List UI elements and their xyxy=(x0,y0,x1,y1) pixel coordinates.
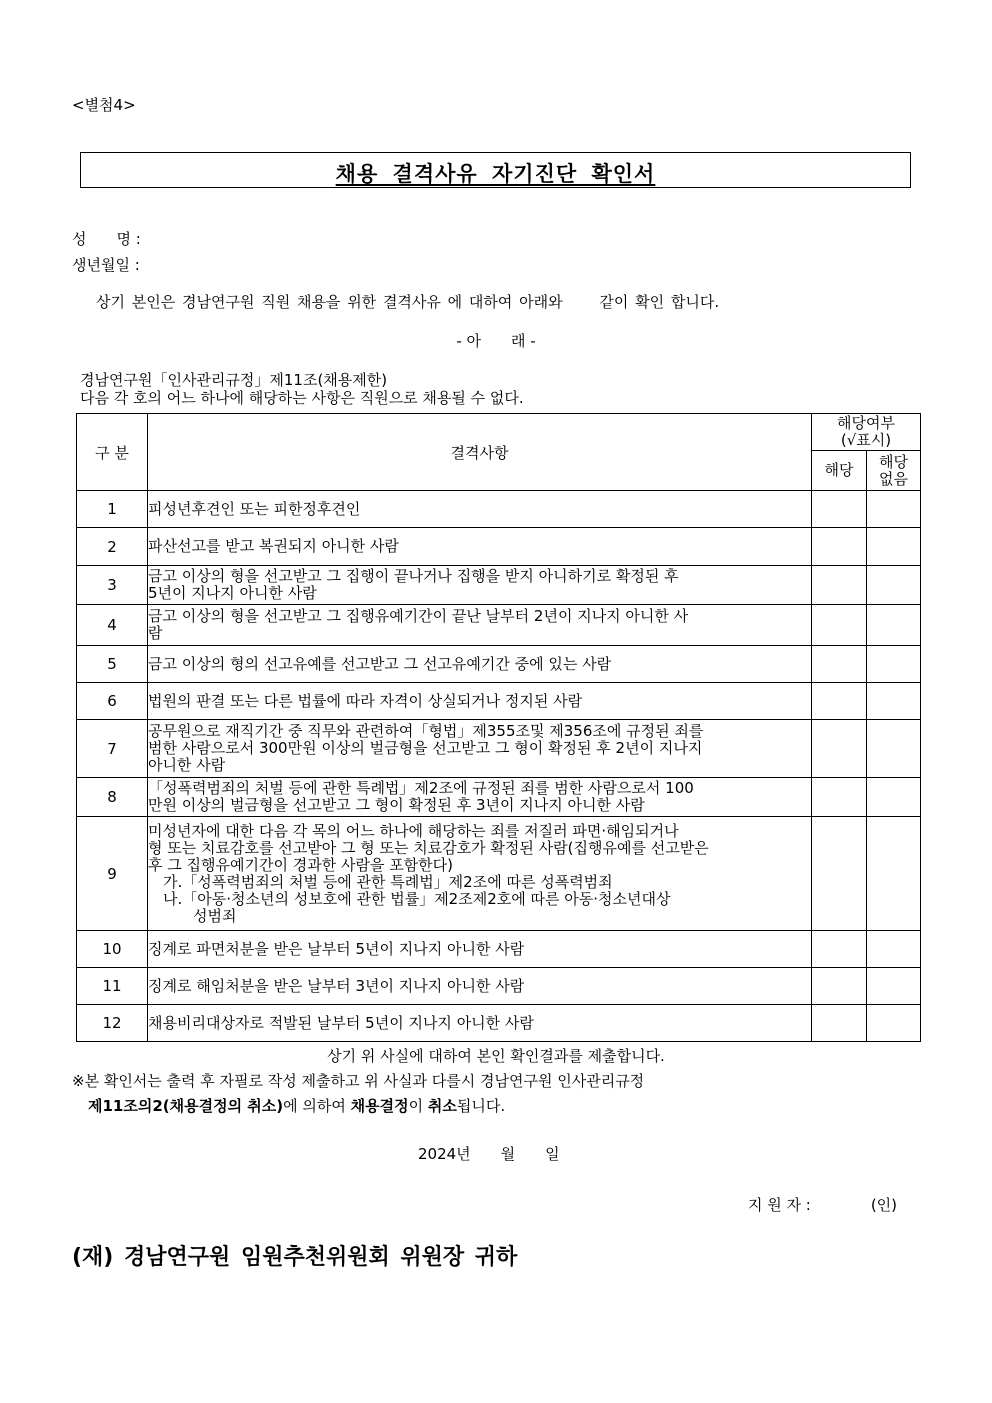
table-row xyxy=(77,817,921,931)
header-yes: 해당 xyxy=(812,451,867,491)
row-number: 3 xyxy=(77,566,148,605)
reason-line: 5년이 지나지 아니한 사람 xyxy=(148,584,317,602)
checkbox-not-applicable[interactable] xyxy=(867,778,921,817)
reason-line: 람 xyxy=(148,624,163,642)
date-line: 2024년 월 일 xyxy=(418,1145,560,1163)
document-title: 채용 결격사유 자기진단 확인서 xyxy=(335,162,656,186)
checkbox-applicable[interactable] xyxy=(812,778,867,817)
row-reason xyxy=(148,605,812,646)
table-row xyxy=(77,646,921,683)
table-row xyxy=(77,605,921,646)
row-number: 10 xyxy=(77,931,148,968)
regulation-description: 다음 각 호의 어느 하나에 해당하는 사항은 직원으로 채용될 수 없다. xyxy=(80,389,524,407)
header-not-applicable xyxy=(867,451,921,491)
table-row xyxy=(77,566,921,605)
checkbox-not-applicable[interactable] xyxy=(867,968,921,1005)
header-category: 구 분 xyxy=(77,414,148,491)
row-reason xyxy=(148,1005,812,1042)
checkbox-not-applicable[interactable] xyxy=(867,566,921,605)
reason-line: 후 그 집행유예기간이 경과한 사람을 포함한다) xyxy=(148,855,454,874)
table-row xyxy=(77,1005,921,1042)
checkbox-applicable[interactable] xyxy=(812,566,867,605)
header-not-applicable-line1: 해당 xyxy=(879,452,908,471)
row-number: 2 xyxy=(77,528,148,566)
checkbox-applicable[interactable] xyxy=(812,683,867,720)
row-number: 5 xyxy=(77,646,148,683)
table-row xyxy=(77,968,921,1005)
reason-line: 가.「성폭력범죄의 처벌 등에 관한 특례법」제2조에 따른 성폭력범죄 xyxy=(148,872,613,891)
name-field-label: 성 명 : xyxy=(72,230,141,248)
checkbox-applicable[interactable] xyxy=(812,968,867,1005)
reason-line: 법원의 판결 또는 다른 법률에 따라 자격이 상실되거나 정지된 사람 xyxy=(148,691,583,710)
note-bold-clause: 제11조의2(채용결정의 취소) xyxy=(88,1097,284,1115)
intro-text: 상기 본인은 경남연구원 직원 채용을 위한 결격사유 에 대하여 아래와 같이 확인 합니다. xyxy=(96,293,720,311)
reason-line: 채용비리대상자로 적발된 날부터 5년이 지나지 아니한 사람 xyxy=(148,1013,534,1032)
attachment-label: <별첨4> xyxy=(72,96,136,114)
note-text-2: 이 xyxy=(408,1097,428,1115)
reason-line: 범한 사람으로서 300만원 이상의 벌금형을 선고받고 그 형이 확정된 후 2년이 지나지 xyxy=(148,739,703,757)
row-number: 11 xyxy=(77,968,148,1005)
reason-line: 아니한 사람 xyxy=(148,756,226,774)
confirm-statement: 상기 위 사실에 대하여 본인 확인결과를 제출합니다. xyxy=(327,1047,665,1065)
checkbox-applicable[interactable] xyxy=(812,931,867,968)
title-box xyxy=(80,152,911,188)
row-reason xyxy=(148,528,812,566)
header-not-applicable-line2: 없음 xyxy=(879,469,908,488)
checkbox-not-applicable[interactable] xyxy=(867,646,921,683)
checkbox-not-applicable[interactable] xyxy=(867,528,921,566)
checkbox-not-applicable[interactable] xyxy=(867,720,921,778)
note-text-1: 에 의하여 xyxy=(283,1097,351,1115)
row-number: 8 xyxy=(77,778,148,817)
reason-line: 징계로 파면처분을 받은 날부터 5년이 지나지 아니한 사람 xyxy=(148,939,525,958)
row-number: 9 xyxy=(77,817,148,931)
header-reason: 결격사항 xyxy=(148,414,812,491)
reason-line: 금고 이상의 형을 선고받고 그 집행이 끝나거나 집행을 받지 아니하기로 확정된 후 xyxy=(148,567,679,585)
table-row xyxy=(77,491,921,528)
applicant-signature: 지 원 자 : (인) xyxy=(748,1196,898,1214)
checkbox-applicable[interactable] xyxy=(812,491,867,528)
reason-line: 성범죄 xyxy=(148,906,237,925)
checkbox-applicable[interactable] xyxy=(812,817,867,931)
checkbox-applicable[interactable] xyxy=(812,528,867,566)
row-reason xyxy=(148,491,812,528)
reason-line: 피성년후견인 또는 피한정후견인 xyxy=(148,499,361,518)
reason-line: 미성년자에 대한 다음 각 목의 어느 하나에 해당하는 죄를 저질러 파면·해임되거나 xyxy=(148,821,679,840)
addressee: (재) 경남연구원 임원추천위원회 위원장 귀하 xyxy=(72,1245,518,1270)
reason-line: 공무원으로 재직기간 중 직무와 관련하여「형법」제355조및 제356조에 규정된 죄를 xyxy=(148,722,704,740)
row-number: 7 xyxy=(77,720,148,778)
checkbox-not-applicable[interactable] xyxy=(867,1005,921,1042)
regulation-title: 경남연구원「인사관리규정」제11조(채용제한) xyxy=(80,371,388,389)
note-line-1: ※본 확인서는 출력 후 자필로 작성 제출하고 위 사실과 다를시 경남연구원 인사관리규정 xyxy=(72,1072,645,1090)
note-text-3: 됩니다. xyxy=(456,1097,506,1115)
reason-line: 금고 이상의 형을 선고받고 그 집행유예기간이 끝난 날부터 2년이 지나지 아니한 사 xyxy=(148,607,689,625)
checkbox-applicable[interactable] xyxy=(812,646,867,683)
row-number: 6 xyxy=(77,683,148,720)
reason-line: 형 또는 치료감호를 선고받아 그 형 또는 치료감호가 확정된 사람(집행유예를 선고받은 xyxy=(148,838,709,857)
table-row xyxy=(77,720,921,778)
row-number: 4 xyxy=(77,605,148,646)
birthdate-field-label: 생년월일 : xyxy=(72,256,140,274)
row-reason xyxy=(148,683,812,720)
checkbox-applicable[interactable] xyxy=(812,1005,867,1042)
note-bold-decision: 채용결정 xyxy=(350,1097,409,1115)
reason-line: 만원 이상의 벌금형을 선고받고 그 형이 확정된 후 3년이 지나지 아니한 사람 xyxy=(148,796,645,814)
disqualification-table xyxy=(76,413,921,1042)
header-applicable-line1: 해당여부 xyxy=(837,414,895,432)
checkbox-not-applicable[interactable] xyxy=(867,931,921,968)
row-number: 1 xyxy=(77,491,148,528)
header-applicable-line2: (√표시) xyxy=(840,431,892,449)
reason-line: 파산선고를 받고 복권되지 아니한 사람 xyxy=(148,537,399,555)
note-bold-cancel: 취소 xyxy=(427,1097,457,1115)
row-reason xyxy=(148,817,812,931)
checkbox-not-applicable[interactable] xyxy=(867,491,921,528)
reason-line: 금고 이상의 형의 선고유예를 선고받고 그 선고유예기간 중에 있는 사람 xyxy=(148,654,612,673)
row-reason xyxy=(148,778,812,817)
header-applicable xyxy=(812,414,921,451)
row-reason xyxy=(148,646,812,683)
below-marker: - 아 래 - xyxy=(456,332,536,350)
note-line-2 xyxy=(88,1095,505,1116)
reason-line: 나.「아동·청소년의 성보호에 관한 법률」제2조제2호에 따른 아동·청소년대상 xyxy=(148,889,671,908)
table-row xyxy=(77,931,921,968)
table-row xyxy=(77,528,921,566)
row-reason xyxy=(148,968,812,1005)
table-row xyxy=(77,778,921,817)
checkbox-applicable[interactable] xyxy=(812,605,867,646)
row-reason xyxy=(148,566,812,605)
checkbox-applicable[interactable] xyxy=(812,720,867,778)
reason-line: 징계로 해임처분을 받은 날부터 3년이 지나지 아니한 사람 xyxy=(148,976,525,995)
row-reason xyxy=(148,720,812,778)
table-row xyxy=(77,683,921,720)
row-reason xyxy=(148,931,812,968)
row-number: 12 xyxy=(77,1005,148,1042)
reason-line: 「성폭력범죄의 처벌 등에 관한 특례법」제2조에 규정된 죄를 범한 사람으로서 100 xyxy=(148,779,694,797)
checkbox-not-applicable[interactable] xyxy=(867,817,921,931)
checkbox-not-applicable[interactable] xyxy=(867,683,921,720)
checkbox-not-applicable[interactable] xyxy=(867,605,921,646)
